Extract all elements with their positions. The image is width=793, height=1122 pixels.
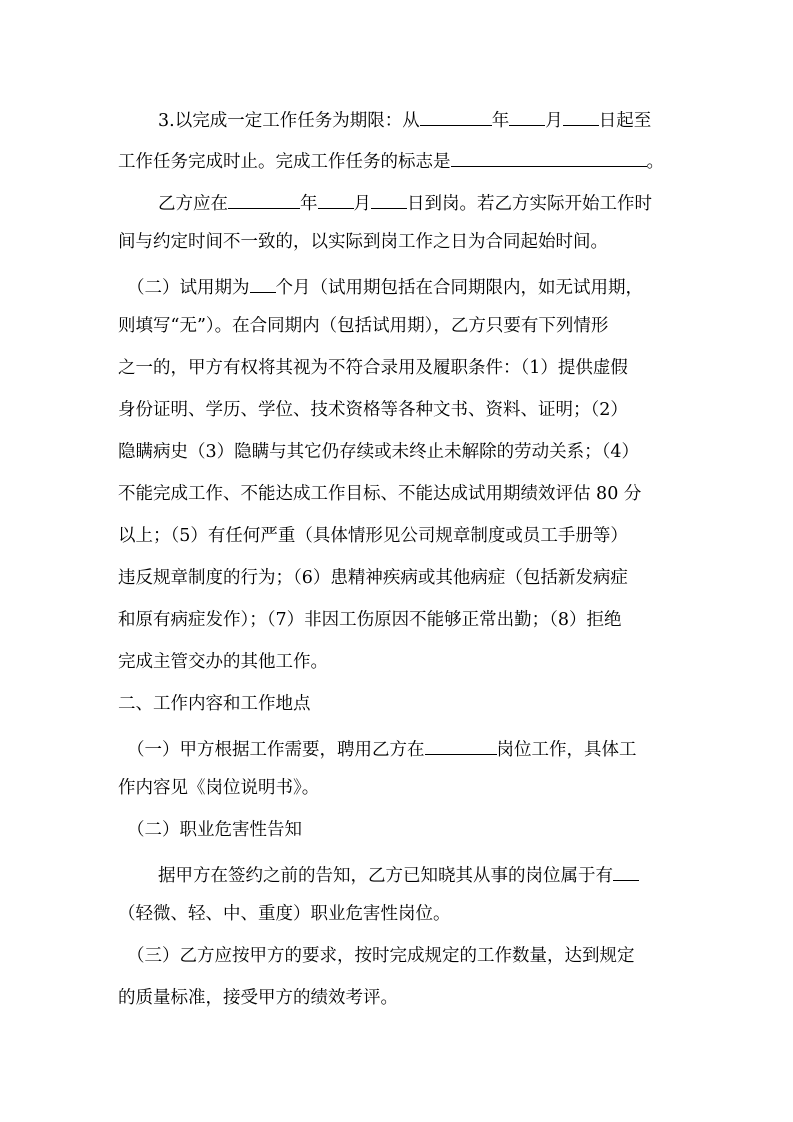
line-17: 作内容见《岗位说明书》。 (118, 778, 320, 798)
blank-day[interactable] (563, 105, 599, 126)
blank-month[interactable] (318, 188, 354, 209)
line-19 (158, 860, 639, 888)
line-3 (158, 188, 652, 216)
blank-hazard-level[interactable] (613, 860, 639, 881)
text: 据甲方在签约之前的告知，乙方已知晓其从事的岗位属于有 (158, 866, 613, 886)
line-2 (118, 146, 664, 174)
blank-completion-mark[interactable] (451, 146, 647, 167)
line-8: 身份证明、学历、学位、技术资格等各种文书、资料、证明；（2） (118, 400, 628, 420)
text: 岗位工作，具体工 (496, 740, 637, 760)
text: （二）试用期为 (127, 278, 250, 298)
blank-probation-months[interactable] (250, 272, 276, 293)
text: 工作任务完成时止。完成工作任务的标志是 (118, 152, 451, 172)
line-12: 违反规章制度的行为；（6）患精神疾病或其他病症（包括新发病症 (118, 568, 628, 588)
line-7: 之一的，甲方有权将其视为不符合录用及履职条件：（1）提供虚假 (118, 358, 628, 378)
text: 个月（试用期包括在合同期限内，如无试用期， (275, 278, 643, 298)
line-9: 隐瞒病史（3）隐瞒与其它仍存续或未终止未解除的劳动关系；（4） (118, 442, 640, 462)
blank-position[interactable] (425, 734, 497, 755)
text: 。 (646, 152, 664, 172)
text: 年 (491, 111, 510, 131)
blank-day[interactable] (371, 188, 407, 209)
blank-year[interactable] (420, 105, 492, 126)
text: （一）甲方根据工作需要，聘用乙方在 (127, 740, 425, 760)
text: 乙方应在 (158, 194, 228, 214)
text: 月 (353, 194, 371, 214)
line-1 (158, 105, 651, 133)
line-22: 的质量标准，接受甲方的绩效考评。 (118, 988, 398, 1008)
line-13: 和原有病症发作）；（7）非因工伤原因不能够正常出勤；（8）拒绝 (118, 610, 622, 630)
line-5 (127, 272, 643, 300)
line-14: 完成主管交办的其他工作。 (118, 652, 328, 672)
blank-month[interactable] (509, 105, 545, 126)
line-18: （二）职业危害性告知 (127, 820, 302, 840)
line-16 (127, 734, 637, 762)
text: 月 (545, 111, 563, 131)
line-6: 则填写“无”）。在合同期内（包括试用期），乙方只要有下列情形 (118, 316, 609, 336)
text: 3.以完成一定工作任务为期限：从 (158, 111, 420, 131)
line-4: 间与约定时间不一致的，以实际到岗工作之日为合同起始时间。 (118, 232, 608, 252)
blank-year[interactable] (228, 188, 300, 209)
text: 日到岗。若乙方实际开始工作时 (407, 194, 652, 214)
line-21: （三）乙方应按甲方的要求，按时完成规定的工作数量，达到规定 (127, 946, 635, 966)
line-11: 以上；（5）有任何严重（具体情形见公司规章制度或员工手册等） (118, 526, 628, 546)
text: 日起至 (598, 111, 652, 131)
section-heading: 二、工作内容和工作地点 (118, 694, 311, 714)
text: 年 (300, 194, 318, 214)
line-20: （轻微、轻、中、重度）职业危害性岗位。 (118, 904, 451, 924)
line-10: 不能完成工作、不能达成工作目标、不能达成试用期绩效评估 80 分 (118, 484, 642, 504)
